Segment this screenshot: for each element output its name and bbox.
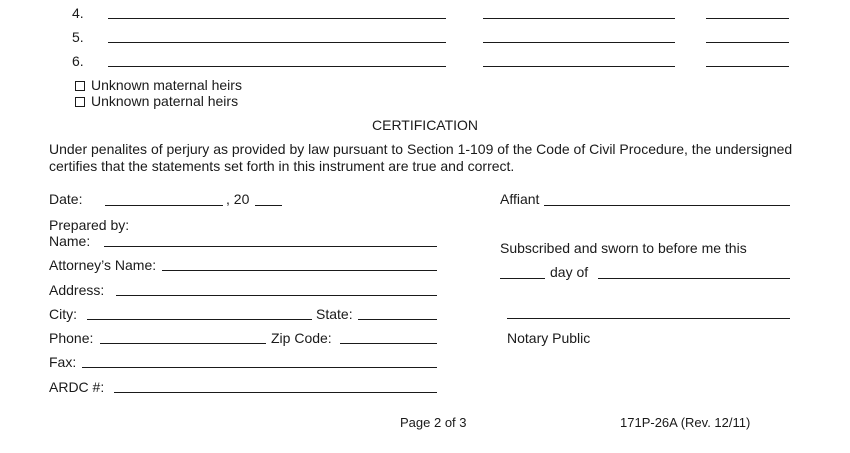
checkbox-label: Unknown maternal heirs <box>91 77 242 93</box>
subscribed-text: Subscribed and sworn to before me this <box>500 240 747 256</box>
row-number-5: 5. <box>72 29 84 45</box>
state-label: State: <box>316 306 353 322</box>
address-field[interactable] <box>116 295 437 296</box>
ardc-label: ARDC #: <box>49 379 105 395</box>
fax-label: Fax: <box>49 354 77 370</box>
date-label: Date: <box>49 191 83 207</box>
fax-field[interactable] <box>82 367 437 368</box>
zip-code-field[interactable] <box>340 343 437 344</box>
zip-code-label: Zip Code: <box>271 330 332 346</box>
attorney-name-label: Attorney’s Name: <box>49 257 157 273</box>
phone-field[interactable] <box>100 343 266 344</box>
ardc-field[interactable] <box>114 392 437 393</box>
city-field[interactable] <box>87 319 312 320</box>
prepared-by-heading: Prepared by: <box>49 217 130 233</box>
checkbox-unknown-maternal-heirs[interactable] <box>75 77 242 93</box>
notary-public-label: Notary Public <box>507 330 591 346</box>
month-field[interactable] <box>598 278 790 279</box>
city-label: City: <box>49 306 77 322</box>
certification-text: Under penalites of perjury as provided by law pursuant to Section 1-109 of the Code of Civil Procedure, the undersigned certifies that the statements set forth in this instrument are true and correct. <box>49 141 793 174</box>
heir-relation-line-6[interactable] <box>706 66 789 67</box>
row-number-6: 6. <box>72 53 84 69</box>
checkbox-label: Unknown paternal heirs <box>91 93 239 109</box>
heir-address-line-4[interactable] <box>483 18 675 19</box>
affiant-signature-field[interactable] <box>544 205 790 206</box>
row-number-4: 4. <box>72 5 84 21</box>
notary-signature-field[interactable] <box>507 318 790 319</box>
heir-name-line-4[interactable] <box>108 18 446 19</box>
heir-name-line-6[interactable] <box>108 66 446 67</box>
page-number: Page 2 of 3 <box>400 415 467 430</box>
checkbox-icon[interactable] <box>75 81 85 91</box>
state-field[interactable] <box>358 319 437 320</box>
affiant-label: Affiant <box>500 191 540 207</box>
day-field[interactable] <box>500 278 545 279</box>
year-field[interactable] <box>255 205 282 206</box>
heir-address-line-6[interactable] <box>483 66 675 67</box>
date-year-separator: , 20 <box>226 191 250 207</box>
heir-name-line-5[interactable] <box>108 42 446 43</box>
name-field[interactable] <box>104 246 437 247</box>
certification-heading: CERTIFICATION <box>372 117 479 133</box>
attorney-name-field[interactable] <box>162 270 437 271</box>
day-of-label: day of <box>550 264 589 280</box>
checkbox-icon[interactable] <box>75 97 85 107</box>
name-label: Name: <box>49 233 91 249</box>
heir-address-line-5[interactable] <box>483 42 675 43</box>
date-field[interactable] <box>105 205 223 206</box>
address-label: Address: <box>49 282 105 298</box>
heir-relation-line-5[interactable] <box>706 42 789 43</box>
heir-relation-line-4[interactable] <box>706 18 789 19</box>
phone-label: Phone: <box>49 330 94 346</box>
form-id: 171P-26A (Rev. 12/11) <box>620 415 751 430</box>
checkbox-unknown-paternal-heirs[interactable] <box>75 93 238 109</box>
